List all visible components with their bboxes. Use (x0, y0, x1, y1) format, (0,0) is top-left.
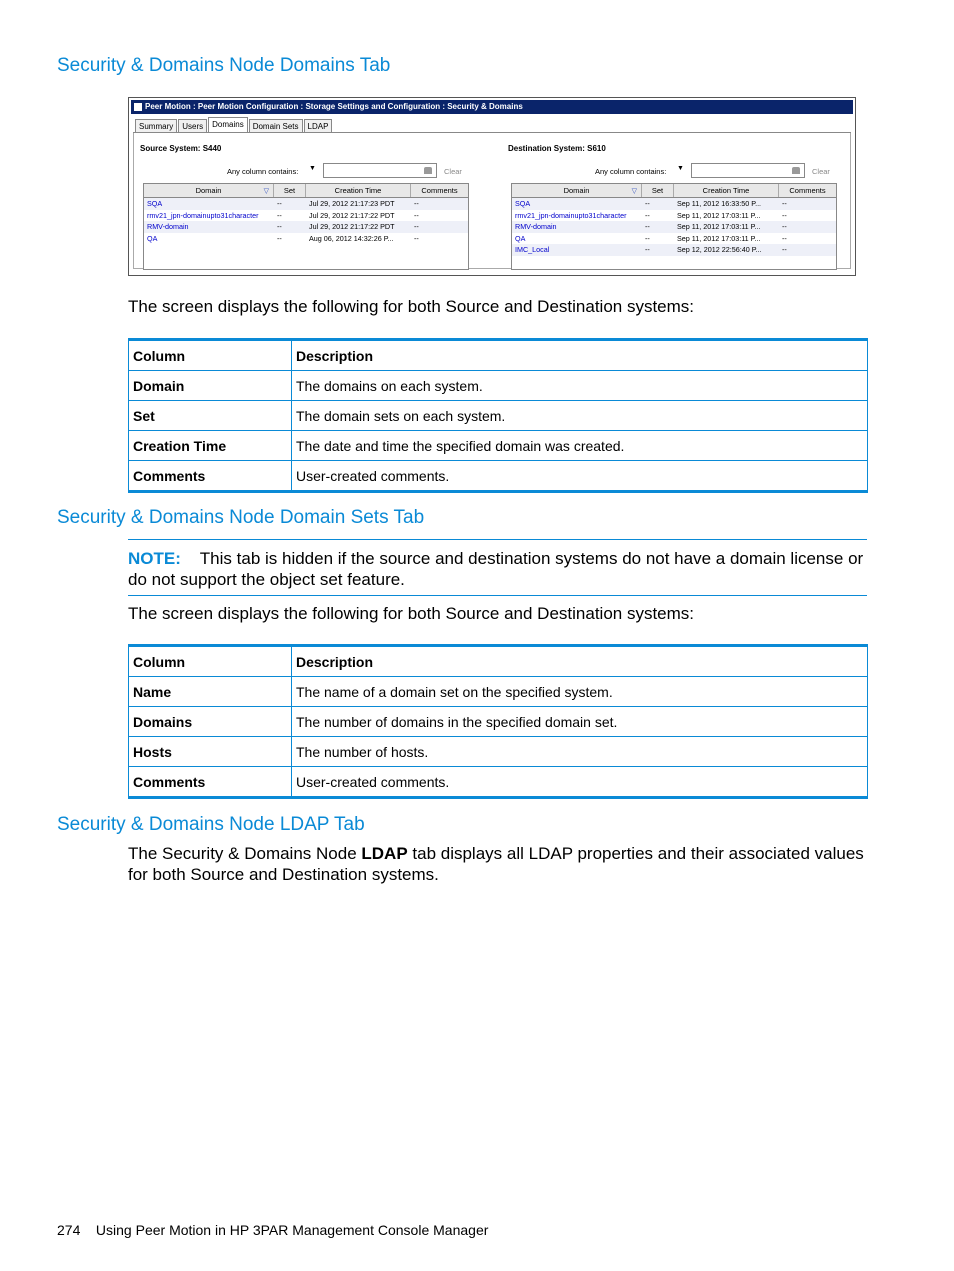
destination-filter-dropdown-icon[interactable]: ▼ (677, 165, 684, 172)
note-bottom-rule (128, 595, 867, 596)
table-cell: Column (129, 646, 292, 677)
domains-tab-screenshot (128, 97, 856, 276)
note-label: NOTE: (128, 549, 181, 568)
cell-domain[interactable]: rmv21_jpn-domainupto31character (515, 210, 627, 220)
col-header-set[interactable]: Set (642, 184, 674, 197)
section-heading-domain-sets-tab: Security & Domains Node Domain Sets Tab (57, 507, 425, 528)
table-row[interactable] (144, 221, 468, 233)
col-header-creation-time[interactable]: Creation Time (674, 184, 779, 197)
cell-comments: -- (414, 222, 419, 232)
grid-body (144, 198, 468, 244)
cell-creation-time: Jul 29, 2012 21:17:22 PDT (309, 222, 395, 232)
cell-domain[interactable]: IMC_Local (515, 245, 550, 255)
destination-filter-label: Any column contains: (595, 167, 667, 176)
cell-set: -- (645, 210, 650, 220)
source-filter-input[interactable] (323, 163, 437, 178)
table-cell: The domains on each system. (292, 371, 868, 401)
table-row[interactable] (512, 210, 836, 222)
source-clear-link[interactable]: Clear (444, 167, 462, 176)
source-domains-grid (143, 183, 469, 270)
domain-sets-columns-table (128, 644, 868, 799)
tab-ldap[interactable]: LDAP (304, 119, 333, 133)
cell-comments: -- (414, 210, 419, 220)
table-cell: Comments (129, 461, 292, 492)
col-header-comments[interactable]: Comments (789, 186, 826, 195)
table-cell: Creation Time (129, 431, 292, 461)
source-filter-dropdown-icon[interactable]: ▼ (309, 165, 316, 172)
ldap-text-bold: LDAP (361, 844, 408, 863)
cell-creation-time: Sep 12, 2012 22:56:40 P... (677, 245, 762, 255)
table-row[interactable] (144, 198, 468, 210)
table-row (129, 461, 868, 492)
table-cell: Domain (129, 371, 292, 401)
grid-body (512, 198, 836, 256)
table-row (129, 707, 868, 737)
table-row[interactable] (144, 233, 468, 245)
tab-domains[interactable]: Domains (208, 117, 248, 133)
cell-comments: -- (782, 210, 787, 220)
cell-creation-time: Jul 29, 2012 21:17:22 PDT (309, 210, 395, 220)
table-row (129, 737, 868, 767)
cell-domain[interactable]: QA (147, 233, 158, 243)
cell-set: -- (645, 222, 650, 232)
cell-comments: -- (782, 245, 787, 255)
grid-header (144, 184, 468, 198)
tab-strip (135, 119, 333, 133)
destination-system-title: Destination System: S610 (508, 144, 606, 153)
source-system-title: Source System: S440 (140, 144, 222, 153)
cell-set: -- (645, 199, 650, 208)
cell-domain[interactable]: RMV-domain (147, 222, 189, 232)
table-cell: User-created comments. (292, 767, 868, 798)
intro-paragraph-1: The screen displays the following for both Source and Destination systems: (128, 297, 695, 316)
col-header-comments[interactable]: Comments (421, 186, 458, 195)
ldap-text-after: tab displays all LDAP properties and their associated values for both Source and Destination systems. (128, 844, 864, 884)
table-row[interactable] (512, 198, 836, 210)
cell-domain[interactable]: rmv21_jpn-domainupto31character (147, 210, 259, 220)
table-header-row (129, 646, 868, 677)
tab-users[interactable]: Users (178, 119, 207, 133)
col-label: Domain (195, 186, 222, 195)
cell-creation-time: Jul 29, 2012 21:17:23 PDT (309, 199, 395, 208)
table-cell: Domains (129, 707, 292, 737)
note-block (128, 548, 868, 590)
sort-desc-icon[interactable]: ▽ (631, 188, 637, 195)
table-row (129, 767, 868, 798)
table-row (129, 431, 868, 461)
cell-set: -- (645, 233, 650, 243)
table-row (129, 371, 868, 401)
table-cell: Set (129, 401, 292, 431)
cell-set: -- (645, 245, 650, 255)
cell-comments: -- (782, 222, 787, 232)
table-cell: User-created comments. (292, 461, 868, 492)
destination-clear-link[interactable]: Clear (812, 167, 830, 176)
cell-set: -- (277, 210, 282, 220)
col-header-domain[interactable] (144, 184, 274, 197)
cell-set: -- (277, 233, 282, 243)
table-cell: The number of domains in the specified domain set. (292, 707, 868, 737)
col-header-domain[interactable] (512, 184, 642, 197)
col-header-set[interactable]: Set (274, 184, 306, 197)
col-header-creation-time[interactable]: Creation Time (306, 184, 411, 197)
cell-creation-time: Sep 11, 2012 16:33:50 P... (677, 199, 762, 208)
cell-comments: -- (782, 199, 787, 208)
section-heading-domains-tab: Security & Domains Node Domains Tab (57, 55, 391, 76)
page-number: 274 (57, 1222, 81, 1238)
table-header-row (129, 340, 868, 371)
col-label: Domain (563, 186, 590, 195)
sort-desc-icon[interactable]: ▽ (263, 188, 269, 195)
table-cell: The domain sets on each system. (292, 401, 868, 431)
cell-domain[interactable]: RMV-domain (515, 222, 557, 232)
source-filter-label: Any column contains: (227, 167, 299, 176)
table-row[interactable] (144, 210, 468, 222)
table-row (129, 401, 868, 431)
cell-domain[interactable]: QA (515, 233, 526, 243)
note-text: This tab is hidden if the source and destination systems do not have a domain license or do not support the object set feature. (128, 549, 864, 589)
table-cell: The number of hosts. (292, 737, 868, 767)
cell-creation-time: Sep 11, 2012 17:03:11 P... (677, 233, 761, 243)
cell-set: -- (277, 199, 282, 208)
window-title: Peer Motion : Peer Motion Configuration : Storage Settings and Configuration : Security & Domains (145, 102, 523, 111)
table-cell: The date and time the specified domain was created. (292, 431, 868, 461)
cell-creation-time: Sep 11, 2012 17:03:11 P... (677, 210, 761, 220)
bell-icon (424, 167, 432, 174)
window-titlebar (131, 100, 853, 114)
table-row[interactable] (512, 221, 836, 233)
ldap-paragraph (128, 843, 868, 885)
note-top-rule (128, 539, 867, 540)
app-icon (134, 103, 142, 111)
table-row[interactable] (512, 244, 836, 256)
domains-columns-table (128, 338, 868, 493)
table-cell: The name of a domain set on the specified system. (292, 677, 868, 707)
cell-comments: -- (414, 233, 419, 243)
ldap-text-before: The Security & Domains Node (128, 844, 362, 863)
table-row[interactable] (512, 233, 836, 245)
bell-icon (792, 167, 800, 174)
table-cell: Name (129, 677, 292, 707)
destination-filter-input[interactable] (691, 163, 805, 178)
section-heading-ldap-tab: Security & Domains Node LDAP Tab (57, 814, 365, 835)
page-footer (57, 1222, 488, 1238)
table-cell: Comments (129, 767, 292, 798)
cell-set: -- (277, 222, 282, 232)
destination-domains-grid (511, 183, 837, 270)
footer-title: Using Peer Motion in HP 3PAR Management Console Manager (95, 1222, 489, 1238)
table-cell: Description (292, 646, 868, 677)
grid-header (512, 184, 836, 198)
cell-comments: -- (782, 233, 787, 243)
tab-domain-sets[interactable]: Domain Sets (249, 119, 303, 133)
intro-paragraph-2: The screen displays the following for both Source and Destination systems: (128, 604, 695, 623)
cell-creation-time: Aug 06, 2012 14:32:26 P... (309, 233, 394, 243)
table-row (129, 677, 868, 707)
tab-summary[interactable]: Summary (135, 119, 177, 133)
cell-comments: -- (414, 199, 419, 208)
cell-domain[interactable]: SQA (147, 199, 163, 208)
table-cell: Description (292, 340, 868, 371)
cell-domain[interactable]: SQA (515, 199, 531, 208)
table-cell: Column (129, 340, 292, 371)
table-cell: Hosts (129, 737, 292, 767)
cell-creation-time: Sep 11, 2012 17:03:11 P... (677, 222, 761, 232)
